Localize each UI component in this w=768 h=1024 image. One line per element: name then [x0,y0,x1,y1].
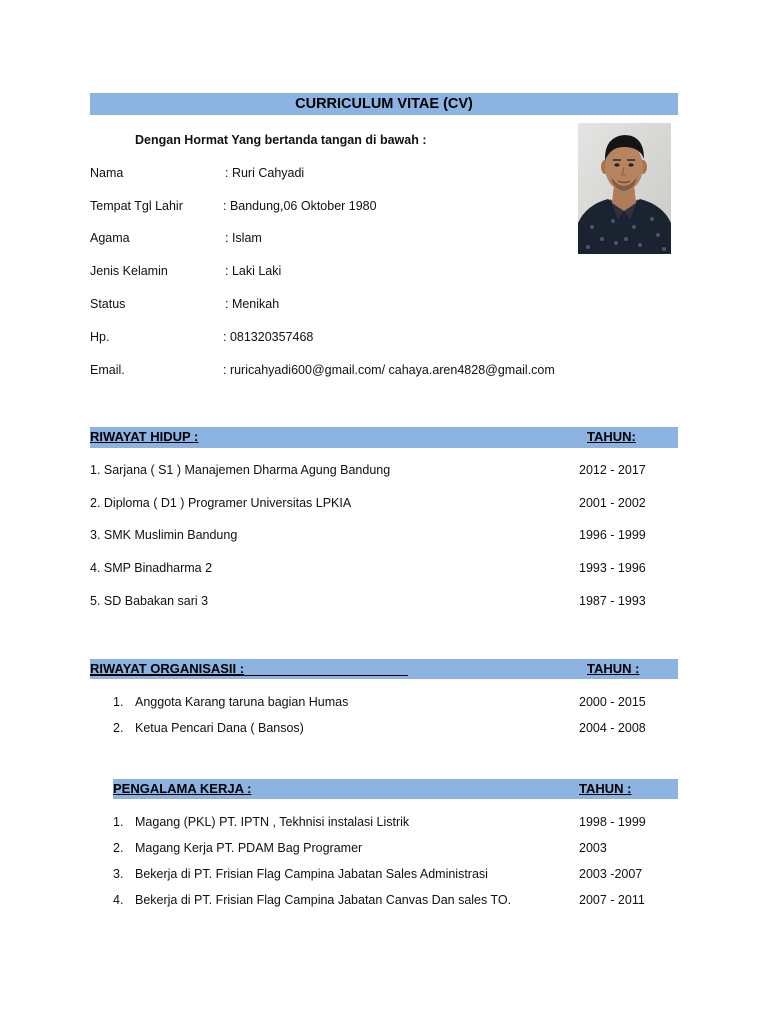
organisasi-num: 2. [113,721,124,735]
pengalaman-num: 4. [113,893,124,907]
organisasi-underline [90,675,408,676]
personal-value: : ruricahyadi600@gmail.com/ cahaya.aren4828@gmail.com [223,363,555,377]
pengalaman-year: 1998 - 1999 [579,815,646,829]
riwayat-hidup-header: RIWAYAT HIDUP : [90,429,199,444]
organisasi-num: 1. [113,695,124,709]
education-year: 1987 - 1993 [579,594,646,608]
education-item: 5. SD Babakan sari 3 [90,594,209,608]
intro-text: Dengan Hormat Yang bertanda tangan di bawah : [135,133,427,147]
pengalaman-year: 2007 - 2011 [579,893,645,907]
personal-label: Agama [90,231,130,245]
personal-label: Hp. [90,330,110,344]
pengalaman-item: Bekerja di PT. Frisian Flag Campina Jabatan Sales Administrasi [135,867,488,881]
education-item: 4. SMP Binadharma 2 [90,561,213,575]
personal-label: Email. [90,363,125,377]
personal-value: : Ruri Cahyadi [225,166,305,180]
pengalaman-item: Bekerja di PT. Frisian Flag Campina Jabatan Canvas Dan sales TO. [135,893,512,907]
pengalaman-item: Magang Kerja PT. PDAM Bag Programer [135,841,363,855]
pengalaman-item: Magang (PKL) PT. IPTN , Tekhnisi instalasi Listrik [135,815,410,829]
education-year: 1996 - 1999 [579,528,646,542]
organisasi-year-header: TAHUN : [587,661,640,676]
organisasi-item: Anggota Karang taruna bagian Humas [135,695,349,709]
pengalaman-num: 1. [113,815,124,829]
pengalaman-year-header: TAHUN : [579,781,632,796]
education-item: 3. SMK Muslimin Bandung [90,528,238,542]
personal-label: Tempat Tgl Lahir [90,199,183,213]
personal-label: Status [90,297,126,311]
organisasi-year: 2000 - 2015 [579,695,646,709]
pengalaman-num: 2. [113,841,124,855]
pengalaman-year: 2003 [579,841,607,855]
profile-photo [578,123,671,254]
personal-value: : Islam [225,231,262,245]
pengalaman-num: 3. [113,867,124,881]
education-year: 2012 - 2017 [579,463,646,477]
personal-label: Nama [90,166,124,180]
personal-label: Jenis Kelamin [90,264,168,278]
pengalaman-year: 2003 -2007 [579,867,643,881]
personal-value: : Bandung,06 Oktober 1980 [223,199,377,213]
organisasi-header: RIWAYAT ORGANISASII : [90,661,245,676]
profile-photo-image [578,123,671,254]
organisasi-item: Ketua Pencari Dana ( Bansos) [135,721,304,735]
cv-title: CURRICULUM VITAE (CV) [90,93,678,115]
riwayat-hidup-year-header: TAHUN: [587,429,636,444]
personal-value: : Menikah [225,297,280,311]
organisasi-year: 2004 - 2008 [579,721,646,735]
pengalaman-header: PENGALAMA KERJA : [113,781,252,796]
education-item: 2. Diploma ( D1 ) Programer Universitas LPKIA [90,496,352,510]
education-item: 1. Sarjana ( S1 ) Manajemen Dharma Agung Bandung [90,463,391,477]
education-year: 2001 - 2002 [579,496,646,510]
personal-value: : 081320357468 [223,330,314,344]
education-year: 1993 - 1996 [579,561,646,575]
personal-value: : Laki Laki [225,264,282,278]
